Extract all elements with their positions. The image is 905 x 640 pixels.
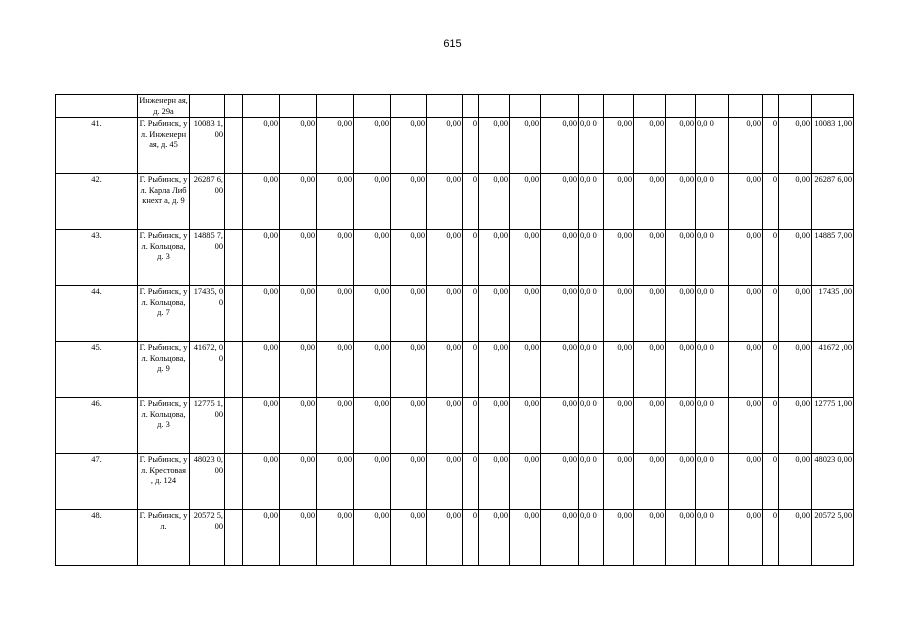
- value-cell: 0,00: [317, 454, 354, 510]
- value-cell: 0,0 0: [579, 454, 604, 510]
- value-cell: 0,00: [354, 454, 391, 510]
- value-cell: 0,0 0: [696, 118, 729, 174]
- value-cell: 0,0 0: [696, 510, 729, 566]
- table-cell: [634, 95, 666, 118]
- value-cell: 0,00: [479, 454, 510, 510]
- table-cell: [225, 95, 243, 118]
- value-cell: 0,00: [604, 286, 634, 342]
- value-cell: 0,00: [354, 174, 391, 230]
- value-cell: 0,00: [391, 174, 427, 230]
- value-cell: 0: [763, 230, 779, 286]
- value-cell: 0,00: [243, 174, 280, 230]
- value-cell: 0,00: [243, 398, 280, 454]
- value-cell: 0,00: [354, 342, 391, 398]
- value-cell: 0,00: [243, 286, 280, 342]
- value-cell: 0: [463, 174, 479, 230]
- value-cell: 0,00: [317, 174, 354, 230]
- value-cell: 0,00: [317, 286, 354, 342]
- table-cell: [463, 95, 479, 118]
- value-cell: 0,00: [604, 118, 634, 174]
- value-cell: 0,00: [317, 118, 354, 174]
- value-cell: 0,00: [510, 118, 541, 174]
- value-cell: 0,00: [479, 174, 510, 230]
- value-cell: 0,00: [510, 510, 541, 566]
- value-cell: 26287 6,00: [812, 174, 854, 230]
- value-cell: 0,0 0: [696, 174, 729, 230]
- value-cell: 0: [763, 118, 779, 174]
- row-number-cell: 48.: [56, 510, 138, 566]
- address-cell: Инженерн ая, д. 29а: [138, 95, 190, 118]
- value-cell: 0,00: [779, 230, 812, 286]
- table-cell: [541, 95, 579, 118]
- value-cell: 0,0 0: [696, 286, 729, 342]
- table-cell: [190, 95, 225, 118]
- value-cell: 0,00: [604, 510, 634, 566]
- value-cell: 0,00: [634, 342, 666, 398]
- value-cell: 12775 1,00: [812, 398, 854, 454]
- value-cell: 14885 7,00: [812, 230, 854, 286]
- table-cell: [225, 230, 243, 286]
- value-cell: 0,00: [427, 398, 463, 454]
- value-cell: 0,00: [427, 286, 463, 342]
- value-cell: 48023 0,00: [190, 454, 225, 510]
- value-cell: 41672, 00: [190, 342, 225, 398]
- value-cell: 0,00: [604, 454, 634, 510]
- table-cell: [225, 174, 243, 230]
- value-cell: 0,00: [280, 230, 317, 286]
- value-cell: 0,00: [666, 174, 696, 230]
- table-cell: [225, 118, 243, 174]
- value-cell: 0,00: [391, 286, 427, 342]
- value-cell: 0,00: [666, 342, 696, 398]
- value-cell: 0,00: [510, 174, 541, 230]
- value-cell: 0,00: [510, 230, 541, 286]
- value-cell: 0,00: [317, 230, 354, 286]
- value-cell: 0,00: [243, 230, 280, 286]
- value-cell: 0: [763, 454, 779, 510]
- value-cell: 0,00: [510, 454, 541, 510]
- value-cell: 0,0 0: [579, 342, 604, 398]
- value-cell: 17435 ,00: [812, 286, 854, 342]
- value-cell: 0,0 0: [696, 398, 729, 454]
- value-cell: 0: [463, 454, 479, 510]
- value-cell: 0,0 0: [696, 230, 729, 286]
- value-cell: 0,00: [604, 398, 634, 454]
- value-cell: 0,00: [479, 342, 510, 398]
- value-cell: 0: [763, 510, 779, 566]
- value-cell: 0: [463, 118, 479, 174]
- table-cell: [479, 95, 510, 118]
- value-cell: 0,0 0: [579, 510, 604, 566]
- value-cell: 0,00: [354, 510, 391, 566]
- value-cell: 0,00: [604, 174, 634, 230]
- value-cell: 0,0 0: [579, 230, 604, 286]
- value-cell: 0,00: [243, 454, 280, 510]
- value-cell: 10083 1,00: [190, 118, 225, 174]
- table-row: [56, 398, 854, 454]
- value-cell: 0,00: [604, 342, 634, 398]
- value-cell: 0,00: [280, 342, 317, 398]
- table-row: [56, 510, 854, 566]
- value-cell: 0,00: [243, 342, 280, 398]
- address-cell: Г. Рыбинск, ул. Кольцова, д. 3: [138, 230, 190, 286]
- value-cell: 0: [463, 230, 479, 286]
- table-cell: [763, 95, 779, 118]
- value-cell: 0,00: [391, 454, 427, 510]
- value-cell: 0,00: [634, 398, 666, 454]
- value-cell: 0,00: [280, 454, 317, 510]
- value-cell: 20572 5,00: [812, 510, 854, 566]
- table-row: [56, 174, 854, 230]
- value-cell: 0,0 0: [579, 118, 604, 174]
- value-cell: 0,00: [391, 510, 427, 566]
- row-number-cell: 47.: [56, 454, 138, 510]
- value-cell: 0,00: [391, 342, 427, 398]
- value-cell: 0,00: [666, 118, 696, 174]
- row-number-cell: 42.: [56, 174, 138, 230]
- table-cell: [56, 95, 138, 118]
- value-cell: 0,00: [666, 230, 696, 286]
- value-cell: 0: [763, 174, 779, 230]
- table-cell: [225, 454, 243, 510]
- value-cell: 0,0 0: [579, 286, 604, 342]
- row-number-cell: 41.: [56, 118, 138, 174]
- table-row: [56, 342, 854, 398]
- table-cell: [225, 286, 243, 342]
- table-cell: [510, 95, 541, 118]
- value-cell: 0,00: [280, 174, 317, 230]
- value-cell: 0,00: [354, 118, 391, 174]
- table-row: [56, 454, 854, 510]
- value-cell: 0,0 0: [579, 174, 604, 230]
- value-cell: 0,00: [666, 510, 696, 566]
- value-cell: 0,00: [634, 454, 666, 510]
- table-cell: [729, 95, 763, 118]
- address-cell: Г. Рыбинск, ул. Кольцова, д. 3: [138, 398, 190, 454]
- page-number: 615: [443, 38, 462, 50]
- value-cell: 0,00: [243, 510, 280, 566]
- address-cell: Г. Рыбинск, ул. Крестовая , д. 124: [138, 454, 190, 510]
- value-cell: 0,00: [354, 398, 391, 454]
- value-cell: 0,00: [510, 286, 541, 342]
- value-cell: 0,00: [479, 230, 510, 286]
- value-cell: 0,00: [541, 454, 579, 510]
- value-cell: 0,00: [427, 230, 463, 286]
- value-cell: 0: [763, 342, 779, 398]
- value-cell: 0,00: [391, 118, 427, 174]
- value-cell: 0,00: [317, 342, 354, 398]
- table-cell: [696, 95, 729, 118]
- address-cell: Г. Рыбинск, ул. Кольцова, д. 9: [138, 342, 190, 398]
- value-cell: 0,00: [280, 510, 317, 566]
- value-cell: 0,00: [427, 118, 463, 174]
- value-cell: 0,00: [779, 286, 812, 342]
- value-cell: 0,00: [354, 286, 391, 342]
- value-cell: 0,00: [729, 230, 763, 286]
- value-cell: 0,00: [634, 510, 666, 566]
- table-cell: [225, 510, 243, 566]
- value-cell: 0,00: [391, 230, 427, 286]
- value-cell: 0,00: [280, 118, 317, 174]
- value-cell: 0,00: [729, 342, 763, 398]
- value-cell: 0,00: [541, 230, 579, 286]
- value-cell: 0,00: [666, 286, 696, 342]
- value-cell: 0,00: [729, 510, 763, 566]
- value-cell: 14885 7,00: [190, 230, 225, 286]
- value-cell: 0,00: [729, 454, 763, 510]
- table-cell: [812, 95, 854, 118]
- table-row: [56, 230, 854, 286]
- value-cell: 0,00: [541, 286, 579, 342]
- data-table: [55, 94, 854, 566]
- value-cell: 0,00: [779, 174, 812, 230]
- value-cell: 0,00: [729, 398, 763, 454]
- table-cell: [354, 95, 391, 118]
- value-cell: 0,00: [634, 286, 666, 342]
- value-cell: 0,00: [243, 118, 280, 174]
- value-cell: 0,00: [280, 286, 317, 342]
- value-cell: 0,00: [779, 398, 812, 454]
- value-cell: 12775 1,00: [190, 398, 225, 454]
- value-cell: 0,00: [541, 118, 579, 174]
- value-cell: 0,00: [541, 174, 579, 230]
- table-cell: [666, 95, 696, 118]
- value-cell: 26287 6,00: [190, 174, 225, 230]
- table-cell: [280, 95, 317, 118]
- value-cell: 0,00: [634, 174, 666, 230]
- value-cell: 0: [463, 342, 479, 398]
- value-cell: 0,00: [479, 118, 510, 174]
- value-cell: 20572 5,00: [190, 510, 225, 566]
- value-cell: 0,0 0: [579, 398, 604, 454]
- address-cell: Г. Рыбинск, ул. Инженерн ая, д. 45: [138, 118, 190, 174]
- value-cell: 0,0 0: [696, 454, 729, 510]
- value-cell: 0,00: [354, 230, 391, 286]
- value-cell: 0,00: [729, 118, 763, 174]
- table-row: [56, 95, 854, 118]
- address-cell: Г. Рыбинск, ул. Кольцова, д. 7: [138, 286, 190, 342]
- value-cell: 0,00: [317, 510, 354, 566]
- value-cell: 0,00: [666, 398, 696, 454]
- value-cell: 0,00: [541, 510, 579, 566]
- row-number-cell: 45.: [56, 342, 138, 398]
- table-cell: [391, 95, 427, 118]
- address-cell: Г. Рыбинск, ул.: [138, 510, 190, 566]
- value-cell: 0,00: [634, 118, 666, 174]
- value-cell: 0: [463, 510, 479, 566]
- value-cell: 0,00: [427, 342, 463, 398]
- table-cell: [243, 95, 280, 118]
- value-cell: 0,00: [510, 398, 541, 454]
- value-cell: 0,00: [779, 454, 812, 510]
- value-cell: 0: [463, 286, 479, 342]
- value-cell: 0,00: [779, 510, 812, 566]
- value-cell: 0: [763, 286, 779, 342]
- value-cell: 10083 1,00: [812, 118, 854, 174]
- value-cell: 0,00: [479, 510, 510, 566]
- value-cell: 17435, 00: [190, 286, 225, 342]
- value-cell: 0,00: [427, 174, 463, 230]
- value-cell: 0,00: [280, 398, 317, 454]
- table-cell: [225, 398, 243, 454]
- table-cell: [579, 95, 604, 118]
- value-cell: 0: [463, 398, 479, 454]
- table-cell: [604, 95, 634, 118]
- value-cell: 0,00: [729, 286, 763, 342]
- value-cell: 48023 0,00: [812, 454, 854, 510]
- value-cell: 0,00: [541, 398, 579, 454]
- value-cell: 41672 ,00: [812, 342, 854, 398]
- value-cell: 0,00: [427, 510, 463, 566]
- table-row: [56, 118, 854, 174]
- value-cell: 0,00: [541, 342, 579, 398]
- value-cell: 0,00: [779, 118, 812, 174]
- value-cell: 0,00: [666, 454, 696, 510]
- value-cell: 0: [763, 398, 779, 454]
- value-cell: 0,00: [479, 398, 510, 454]
- value-cell: 0,00: [729, 174, 763, 230]
- table-cell: [427, 95, 463, 118]
- value-cell: 0,00: [427, 454, 463, 510]
- table-cell: [779, 95, 812, 118]
- row-number-cell: 44.: [56, 286, 138, 342]
- row-number-cell: 43.: [56, 230, 138, 286]
- value-cell: 0,00: [317, 398, 354, 454]
- table-cell: [317, 95, 354, 118]
- table-row: [56, 286, 854, 342]
- value-cell: 0,00: [634, 230, 666, 286]
- address-cell: Г. Рыбинск, ул. Карла Либкнехт а, д. 9: [138, 174, 190, 230]
- value-cell: 0,00: [510, 342, 541, 398]
- value-cell: 0,00: [779, 342, 812, 398]
- value-cell: 0,00: [479, 286, 510, 342]
- value-cell: 0,00: [604, 230, 634, 286]
- table-cell: [225, 342, 243, 398]
- value-cell: 0,00: [391, 398, 427, 454]
- row-number-cell: 46.: [56, 398, 138, 454]
- value-cell: 0,0 0: [696, 342, 729, 398]
